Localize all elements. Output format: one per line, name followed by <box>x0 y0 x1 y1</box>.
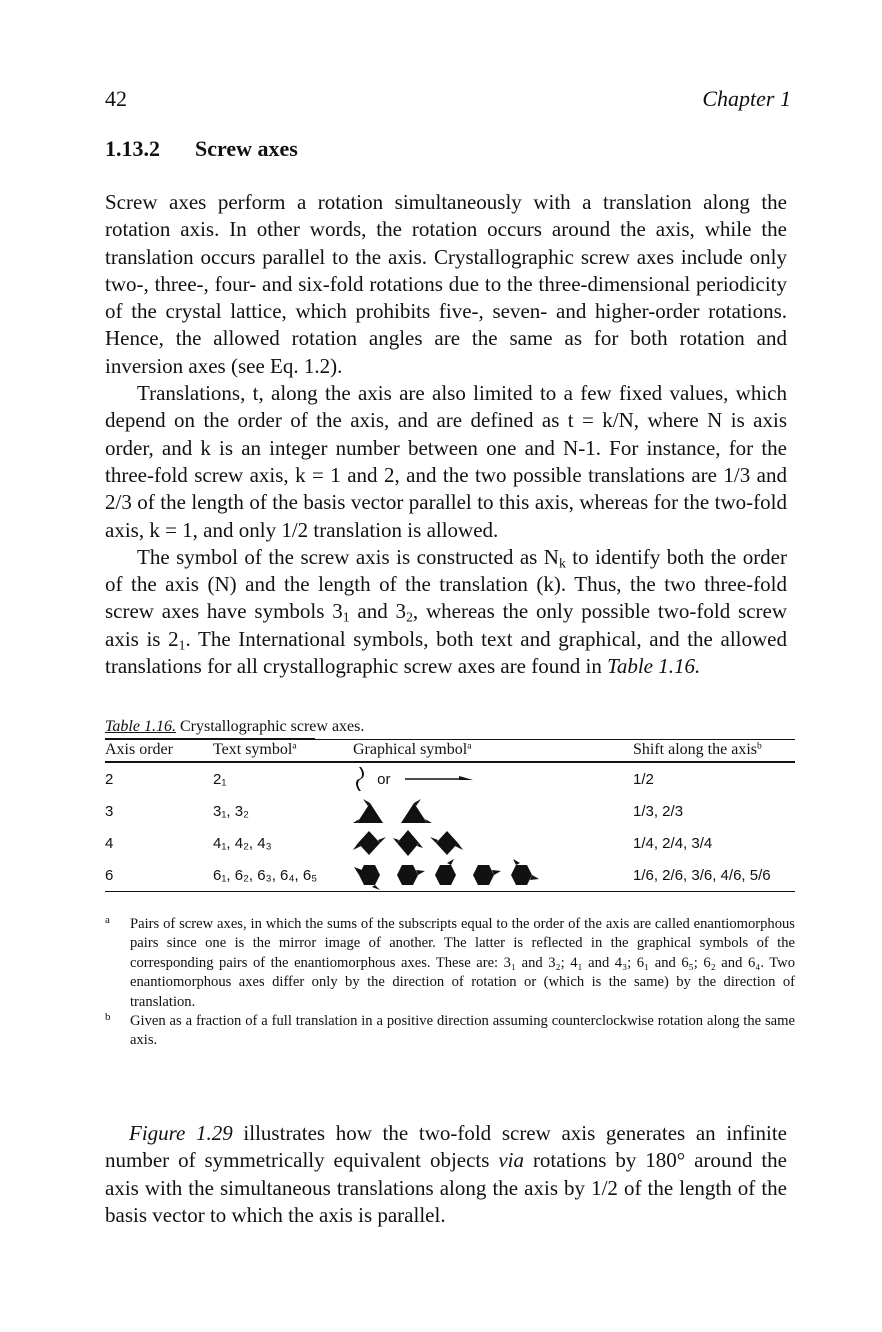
header-graphical-symbol <box>353 740 633 763</box>
header-text-symbol <box>213 740 353 763</box>
subscript: 1 <box>178 637 186 653</box>
footnote-b-mark: b <box>105 1011 111 1024</box>
cell-graphical-symbol <box>353 795 633 827</box>
table-reference: Table 1.16. <box>607 654 701 679</box>
body-text <box>105 189 787 680</box>
cell-order: 6 <box>105 859 213 892</box>
table-row <box>105 827 795 859</box>
cell-text-symbol: 3₁, 3₂ <box>213 802 249 820</box>
header-axis-order <box>105 740 213 763</box>
screw-axes-table <box>105 718 795 892</box>
cell-graphical-symbol <box>353 827 633 859</box>
text-span: rotations by 180° around the axis with the simultaneous translations along the axis by 1/2 of the length of the basis vector to which the axis is parallel. <box>105 1148 787 1227</box>
three-fold-screw-icon <box>353 797 433 825</box>
closing-text <box>105 1120 787 1229</box>
subscript: 2 <box>406 609 413 625</box>
section-heading <box>105 136 298 162</box>
table-footnotes <box>105 915 795 1051</box>
cell-order: 3 <box>105 802 114 820</box>
footnote-a <box>105 915 795 1012</box>
footnote-a-mark: a <box>105 914 110 926</box>
subscript: 1 <box>342 609 350 625</box>
table-header-row <box>105 740 795 763</box>
cell-text-symbol: 6₁, 6₂, 6₃, 6₄, 6₅ <box>213 859 353 892</box>
header-text: Text symbol <box>213 741 293 758</box>
paragraph-1: Screw axes perform a rotation simultaneously with a translation along the rotation axis. In other words, the rotation occurs around the axis, while the translation occurs parallel to the axis. Crystallographic screw axes include only two-, three-, four- and six-fold rotations due to the three-dimensional periodicity of the crystal lattice, which prohibits five-, seven- and higher-order rotations. Hence, the allowed rotation angles are the same as for both rotation and inversion axes (see Eq. 1.2). <box>105 190 787 378</box>
four-fold-screw-icon <box>353 828 463 858</box>
header-text: Axis order <box>105 741 173 758</box>
paragraph-3 <box>105 544 787 680</box>
two-fold-screw-icon <box>353 766 365 792</box>
table <box>105 739 795 892</box>
cell-order: 2 <box>105 770 114 788</box>
cell-shift: 1/3, 2/3 <box>633 802 684 820</box>
figure-reference: Figure 1.29 <box>129 1121 233 1145</box>
text-span: illustrates how the two-fold screw axis generates an infinite number of symmetrically equivalent objects <box>105 1121 787 1173</box>
text-span: and 3 <box>349 599 407 624</box>
or-text: or <box>377 770 391 788</box>
table-row <box>105 795 795 827</box>
text-span: The symbol of the screw axis is constructed as N <box>137 544 559 569</box>
cell-graphical-symbol <box>353 859 633 892</box>
footnote-b <box>105 1012 795 1051</box>
page-number: 42 <box>105 86 127 111</box>
caption-text: Crystallographic screw axes. <box>175 718 365 735</box>
footnote-a-text: Pairs of screw axes, in which the sums of the subscripts equal to the order of the axis are called enantiomorphous pairs since one is the mirror image of another. The latter is reflected in the graphical symbols of the corresponding pairs of the enantiomorphous axes. These are: 3₁ and 3₂; 4₁ and 4₃; 6₁ and 6₅; 6₂ and 6₄. Two enantiomorphous axes differ only by the direction of rotation or (which is the same) by the direction of translation. <box>130 916 795 1010</box>
footnote-mark: b <box>756 740 762 752</box>
footnote-mark: a <box>292 740 297 752</box>
paragraph-2: Translations, t, along the axis are also limited to a few fixed values, which depend on the order of the axis, and are defined as t = k/N, where N is axis order, and k is an integer number between one and N-1. For instance, for the three-fold screw axis, k = 1 and 2, and the two possible translations are 1/3 and 2/3 of the length of the basis vector parallel to this axis, whereas for the two-fold axis, k = 1, and only 1/2 translation is allowed. <box>105 381 787 542</box>
header-shift <box>633 740 795 763</box>
arrow-line-icon <box>403 774 475 784</box>
cell-shift: 1/4, 2/4, 3/4 <box>633 834 713 852</box>
text-span: to identify both the order of the axis (N) and the length of the translation (k). Thus, the two three-fold screw axes have symbols 3 <box>105 544 788 624</box>
caption-label: Table 1.16. <box>105 718 176 735</box>
section-number: 1.13.2 <box>105 136 160 161</box>
table-row <box>105 762 795 795</box>
section-title: Screw axes <box>195 136 298 161</box>
subscript: k <box>558 555 566 571</box>
text-span: . The International symbols, both text and graphical, and the allowed translations for all crystallographic screw axes are found in <box>105 626 787 679</box>
table-caption <box>105 718 365 739</box>
cell-shift: 1/2 <box>633 770 654 788</box>
text-span: , whereas the only possible two-fold screw axis is 2 <box>105 599 787 651</box>
header-text: Shift along the axis <box>633 741 757 758</box>
six-fold-screw-icon <box>353 859 543 891</box>
cell-text-symbol: 4₁, 4₂, 4₃ <box>213 834 272 852</box>
paragraph-4 <box>105 1120 787 1229</box>
chapter-title: Chapter 1 <box>702 86 791 111</box>
cell-text-symbol: 2₁ <box>213 770 227 788</box>
via-italic: via <box>498 1148 525 1173</box>
cell-shift: 1/6, 2/6, 3/6, 4/6, 5/6 <box>633 859 795 892</box>
header-text: Graphical symbol <box>353 741 468 758</box>
table-row <box>105 859 795 892</box>
footnote-b-text: Given as a fraction of a full translation in a positive direction assuming counterclockwise rotation along the same axis. <box>130 1013 795 1049</box>
cell-order: 4 <box>105 834 114 852</box>
cell-graphical-symbol <box>353 762 633 795</box>
footnote-mark: a <box>467 740 472 752</box>
